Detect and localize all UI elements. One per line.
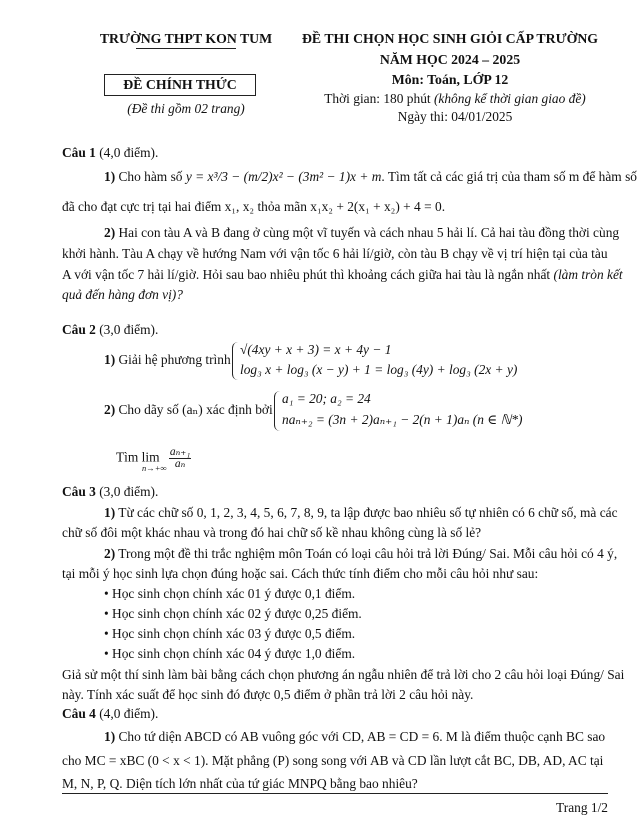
limit-denominator: aₙ [174, 458, 186, 470]
q4-label: Câu 4 [62, 706, 96, 721]
system2-eq1: a₁ = 20; a₂ = 24 [282, 391, 371, 406]
page-number: Trang 1/2 [556, 800, 608, 815]
exam-year: NĂM HỌC 2024 – 2025 [379, 52, 521, 67]
system1-eq2: log₃ x + log₃ (x − y) + 1 = log₃ (4y) + log₃ (2x + y) [240, 362, 518, 377]
q2-label: Câu 2 [62, 322, 96, 337]
official-label: ĐỀ CHÍNH THỨC [104, 74, 256, 96]
bullet-item: • Học sinh chọn chính xác 02 ý được 0,25 điểm. [104, 606, 362, 621]
q2-p1-num: 1) [104, 352, 116, 367]
time-prefix: Thời gian: 180 phút [324, 91, 434, 106]
q1-p2-text-3: A với vận tốc 7 hải lí/giờ. Hỏi sau bao nhiêu phút thì khoảng cách giữa hai tàu là ngắn nhất [62, 267, 554, 282]
q3-p2-text-2: tại mỗi ý học sinh lựa chọn đúng hoặc sai. Cách thức tính điểm cho mỗi câu hỏi như sau: [62, 566, 539, 581]
q2-p2-text: Cho dãy số (aₙ) xác định bởi [115, 402, 273, 417]
bullet-item: • Học sinh chọn chính xác 03 ý được 0,5 điểm. [104, 626, 356, 641]
q3-part1-line1 [104, 505, 618, 521]
q2-heading [62, 322, 158, 338]
q2-part1-line [104, 352, 231, 368]
limit-subscript: n→+∞ [142, 463, 167, 473]
q2-p1-text: Giải hệ phương trình [115, 352, 231, 367]
q3-p1-text-1: Từ các chữ số 0, 1, 2, 3, 4, 5, 6, 7, 8, 9, ta lập được bao nhiêu số tự nhiên có 6 chữ số, mà các [115, 505, 618, 520]
q1-heading [62, 145, 158, 161]
exam-title: ĐỀ THI CHỌN HỌC SINH GIỎI CẤP TRƯỜNG [301, 31, 599, 46]
q1-p2-num: 2) [104, 225, 116, 240]
q3-heading [62, 484, 158, 500]
exam-subject: Môn: Toán, LỚP 12 [391, 72, 509, 87]
q1-p1-num: 1) [104, 169, 116, 184]
q3-p1-num: 1) [104, 505, 116, 520]
q3-points: (3,0 điểm). [95, 484, 159, 499]
q4-p1-text-1: Cho tứ diện ABCD có AB vuông góc với CD, AB = CD = 6. M là điểm thuộc cạnh BC sao [115, 729, 606, 744]
q1-p2-text-1: Hai con tàu A và B đang ở cùng một vĩ tuyến và cách nhau 5 hải lí. Cả hai tàu đồng thời cùng [115, 225, 620, 240]
time-note: (không kể thời gian giao đề) [433, 91, 586, 106]
school-name: TRƯỜNG THPT KON TUM [99, 31, 273, 46]
q4-part1-line1 [104, 729, 605, 745]
bullet-item: • Học sinh chọn chính xác 01 ý được 0,1 điểm. [104, 586, 356, 601]
q1-p1-text-c: đã cho đạt cực trị tại hai điểm x₁, x₂ thỏa mãn x₁x₂ + 2(x₁ + x₂) + 4 = 0. [62, 199, 446, 214]
limit-fraction [169, 447, 191, 470]
q2-points: (3,0 điểm). [95, 322, 159, 337]
q1-p2-text-4: (làm tròn kết [553, 267, 623, 282]
system2-eq2: naₙ₊₂ = (3n + 2)aₙ₊₁ − 2(n + 1)aₙ (n ∈ ℕ*) [282, 412, 523, 427]
limit-numerator: aₙ₊₁ [169, 446, 191, 458]
q1-p2-text-2: khởi hành. Tàu A chạy về hướng Nam với vận tốc 6 hải lí/giờ, còn tàu B chạy về vị trí hiện tại của tàu [62, 246, 608, 261]
footer-rule [62, 793, 608, 794]
q2-p2-num: 2) [104, 402, 116, 417]
q3-label: Câu 3 [62, 484, 96, 499]
system1-eq1: √(4xy + x + 3) = x + 4y − 1 [240, 342, 392, 357]
q4-p1-num: 1) [104, 729, 116, 744]
q3-p2-num: 2) [104, 546, 116, 561]
q3-p2-text-1: Trong một đề thi trắc nghiệm môn Toán có loại câu hỏi trả lời Đúng/ Sai. Mỗi câu hỏi có 4 ý, [115, 546, 618, 561]
q2-part2-line [104, 402, 273, 418]
q4-heading [62, 706, 158, 722]
exam-date: Ngày thi: 04/01/2025 [397, 109, 513, 124]
limit-text: Tìm lim [116, 449, 160, 465]
q1-p2-text-5: quả đến hàng đơn vị)? [62, 287, 183, 302]
q4-p1-text-3: M, N, P, Q. Diện tích lớn nhất của tứ giác MNPQ bằng bao nhiêu? [62, 776, 418, 791]
bullet-item: • Học sinh chọn chính xác 04 ý được 1,0 điểm. [104, 646, 356, 661]
school-underline [136, 48, 236, 49]
q3-p1-text-2: chữ số đôi một khác nhau và trong đó hai chữ số kề nhau không cùng là số lẻ? [62, 525, 482, 540]
pages-note: (Đề thi gồm 02 trang) [127, 101, 245, 116]
q4-points: (4,0 điểm). [95, 706, 159, 721]
q1-points: (4,0 điểm). [95, 145, 159, 160]
q1-label: Câu 1 [62, 145, 96, 160]
q3-p2-text-4: này. Tính xác suất để học sinh đó được 0,5 điểm ở phần trả lời 2 câu hỏi này. [62, 687, 474, 702]
q1-part1-line1 [104, 169, 637, 185]
q1-p1-formula: y = x³/3 − (m/2)x² − (3m² − 1)x + m [185, 169, 382, 184]
q1-part2-line1 [104, 225, 619, 241]
q4-p1-text-2: cho MC = xBC (0 < x < 1). Mặt phẳng (P) song song với AB và CD lần lượt cắt BC, DB, AD, AC tại [62, 753, 604, 768]
q1-part2-line3 [62, 267, 623, 283]
q3-p2-text-3: Giả sử một thí sinh làm bài bằng cách chọn phương án ngẫu nhiên để trả lời cho 2 câu hỏi loại Đúng/ Sai [62, 667, 625, 682]
q1-p1-text-a: Cho hàm số [115, 169, 186, 184]
q1-p1-text-b: . Tìm tất cả các giá trị của tham số m để hàm số [381, 169, 637, 184]
q3-part2-line1 [104, 546, 617, 562]
exam-time [310, 91, 600, 107]
